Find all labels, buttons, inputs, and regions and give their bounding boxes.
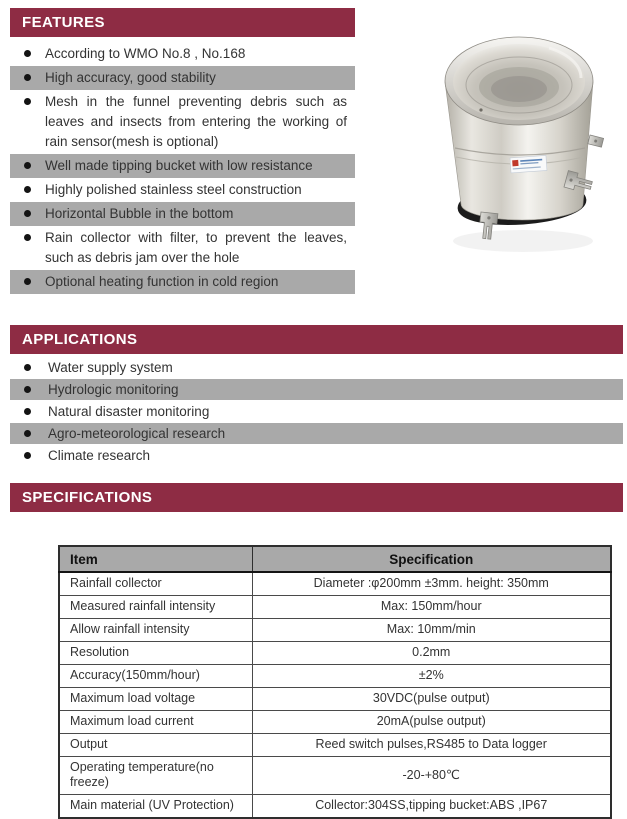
feature-item bbox=[10, 270, 355, 294]
application-item-text: Hydrologic monitoring bbox=[48, 382, 179, 397]
spec-cell: Max: 150mm/hour bbox=[252, 596, 611, 619]
spec-cell: 20mA(pulse output) bbox=[252, 711, 611, 734]
table-row bbox=[59, 734, 611, 757]
table-row bbox=[59, 642, 611, 665]
product-photo bbox=[437, 32, 617, 262]
bullet-icon bbox=[24, 162, 31, 169]
application-item-text: Natural disaster monitoring bbox=[48, 404, 210, 419]
item-cell: Accuracy(150mm/hour) bbox=[59, 665, 252, 688]
bullet-icon bbox=[24, 430, 31, 437]
spec-cell: Collector:304SS,tipping bucket:ABS ,IP67 bbox=[252, 795, 611, 819]
table-row bbox=[59, 572, 611, 596]
bullet-icon bbox=[24, 50, 31, 57]
feature-item bbox=[10, 202, 355, 226]
application-item-text: Water supply system bbox=[48, 360, 173, 375]
feature-item-text: Horizontal Bubble in the bottom bbox=[45, 206, 234, 221]
datasheet-page bbox=[0, 8, 627, 813]
feature-item bbox=[10, 178, 355, 202]
spec-cell: 0.2mm bbox=[252, 642, 611, 665]
column-header-item: Item bbox=[59, 546, 252, 572]
application-item bbox=[10, 401, 623, 422]
bullet-icon bbox=[24, 234, 31, 241]
spec-cell: Reed switch pulses,RS485 to Data logger bbox=[252, 734, 611, 757]
features-section-title: FEATURES bbox=[10, 8, 355, 37]
spec-cell: 30VDC(pulse output) bbox=[252, 688, 611, 711]
item-cell: Output bbox=[59, 734, 252, 757]
specifications-section-title: SPECIFICATIONS bbox=[10, 483, 623, 512]
applications-list bbox=[10, 357, 623, 466]
bullet-icon bbox=[24, 278, 31, 285]
table-row bbox=[59, 619, 611, 642]
spec-cell: Diameter :φ200mm ±3mm. height: 350mm bbox=[252, 572, 611, 596]
features-list bbox=[10, 42, 355, 294]
application-item-text: Climate research bbox=[48, 448, 151, 463]
spec-cell: -20-+80℃ bbox=[252, 757, 611, 795]
feature-item bbox=[10, 154, 355, 178]
column-header-specification: Specification bbox=[252, 546, 611, 572]
item-cell: Rainfall collector bbox=[59, 572, 252, 596]
table-header-row bbox=[59, 546, 611, 572]
application-item bbox=[10, 445, 623, 466]
rain-gauge-bucket-illustration bbox=[437, 32, 617, 262]
bullet-icon bbox=[24, 210, 31, 217]
item-cell: Resolution bbox=[59, 642, 252, 665]
feature-item-text: Rain collector with filter, to prevent the leaves, such as debris jam over the hole bbox=[45, 230, 347, 265]
application-item bbox=[10, 423, 623, 444]
bullet-icon bbox=[24, 408, 31, 415]
applications-section-title: APPLICATIONS bbox=[10, 325, 623, 354]
bullet-icon bbox=[24, 98, 31, 105]
feature-item-text: According to WMO No.8 , No.168 bbox=[45, 46, 246, 61]
item-cell: Maximum load current bbox=[59, 711, 252, 734]
table-row bbox=[59, 688, 611, 711]
feature-item-text: Well made tipping bucket with low resistance bbox=[45, 158, 313, 173]
feature-item-text: Mesh in the funnel preventing debris such as leaves and insects from entering the working of rain sensor(mesh is optional) bbox=[45, 94, 347, 149]
bullet-icon bbox=[24, 74, 31, 81]
bullet-icon bbox=[24, 386, 31, 393]
feature-item-text: High accuracy, good stability bbox=[45, 70, 216, 85]
item-cell: Measured rainfall intensity bbox=[59, 596, 252, 619]
spec-cell: ±2% bbox=[252, 665, 611, 688]
application-item bbox=[10, 357, 623, 378]
item-cell: Allow rainfall intensity bbox=[59, 619, 252, 642]
bullet-icon bbox=[24, 186, 31, 193]
table-row bbox=[59, 757, 611, 795]
table-row bbox=[59, 596, 611, 619]
feature-item bbox=[10, 66, 355, 90]
feature-item-text: Optional heating function in cold region bbox=[45, 274, 279, 289]
spec-cell: Max: 10mm/min bbox=[252, 619, 611, 642]
label-sticker bbox=[510, 155, 547, 172]
bullet-icon bbox=[24, 452, 31, 459]
feature-item bbox=[10, 42, 355, 66]
feature-item-text: Highly polished stainless steel construction bbox=[45, 182, 302, 197]
item-cell: Maximum load voltage bbox=[59, 688, 252, 711]
table-row bbox=[59, 665, 611, 688]
table-row bbox=[59, 711, 611, 734]
specifications-table bbox=[58, 545, 612, 819]
table-row bbox=[59, 795, 611, 819]
feature-item bbox=[10, 226, 355, 270]
feature-item bbox=[10, 90, 355, 154]
item-cell: Operating temperature(no freeze) bbox=[59, 757, 252, 795]
application-item bbox=[10, 379, 623, 400]
bullet-icon bbox=[24, 364, 31, 371]
item-cell: Main material (UV Protection) bbox=[59, 795, 252, 819]
application-item-text: Agro-meteorological research bbox=[48, 426, 226, 441]
